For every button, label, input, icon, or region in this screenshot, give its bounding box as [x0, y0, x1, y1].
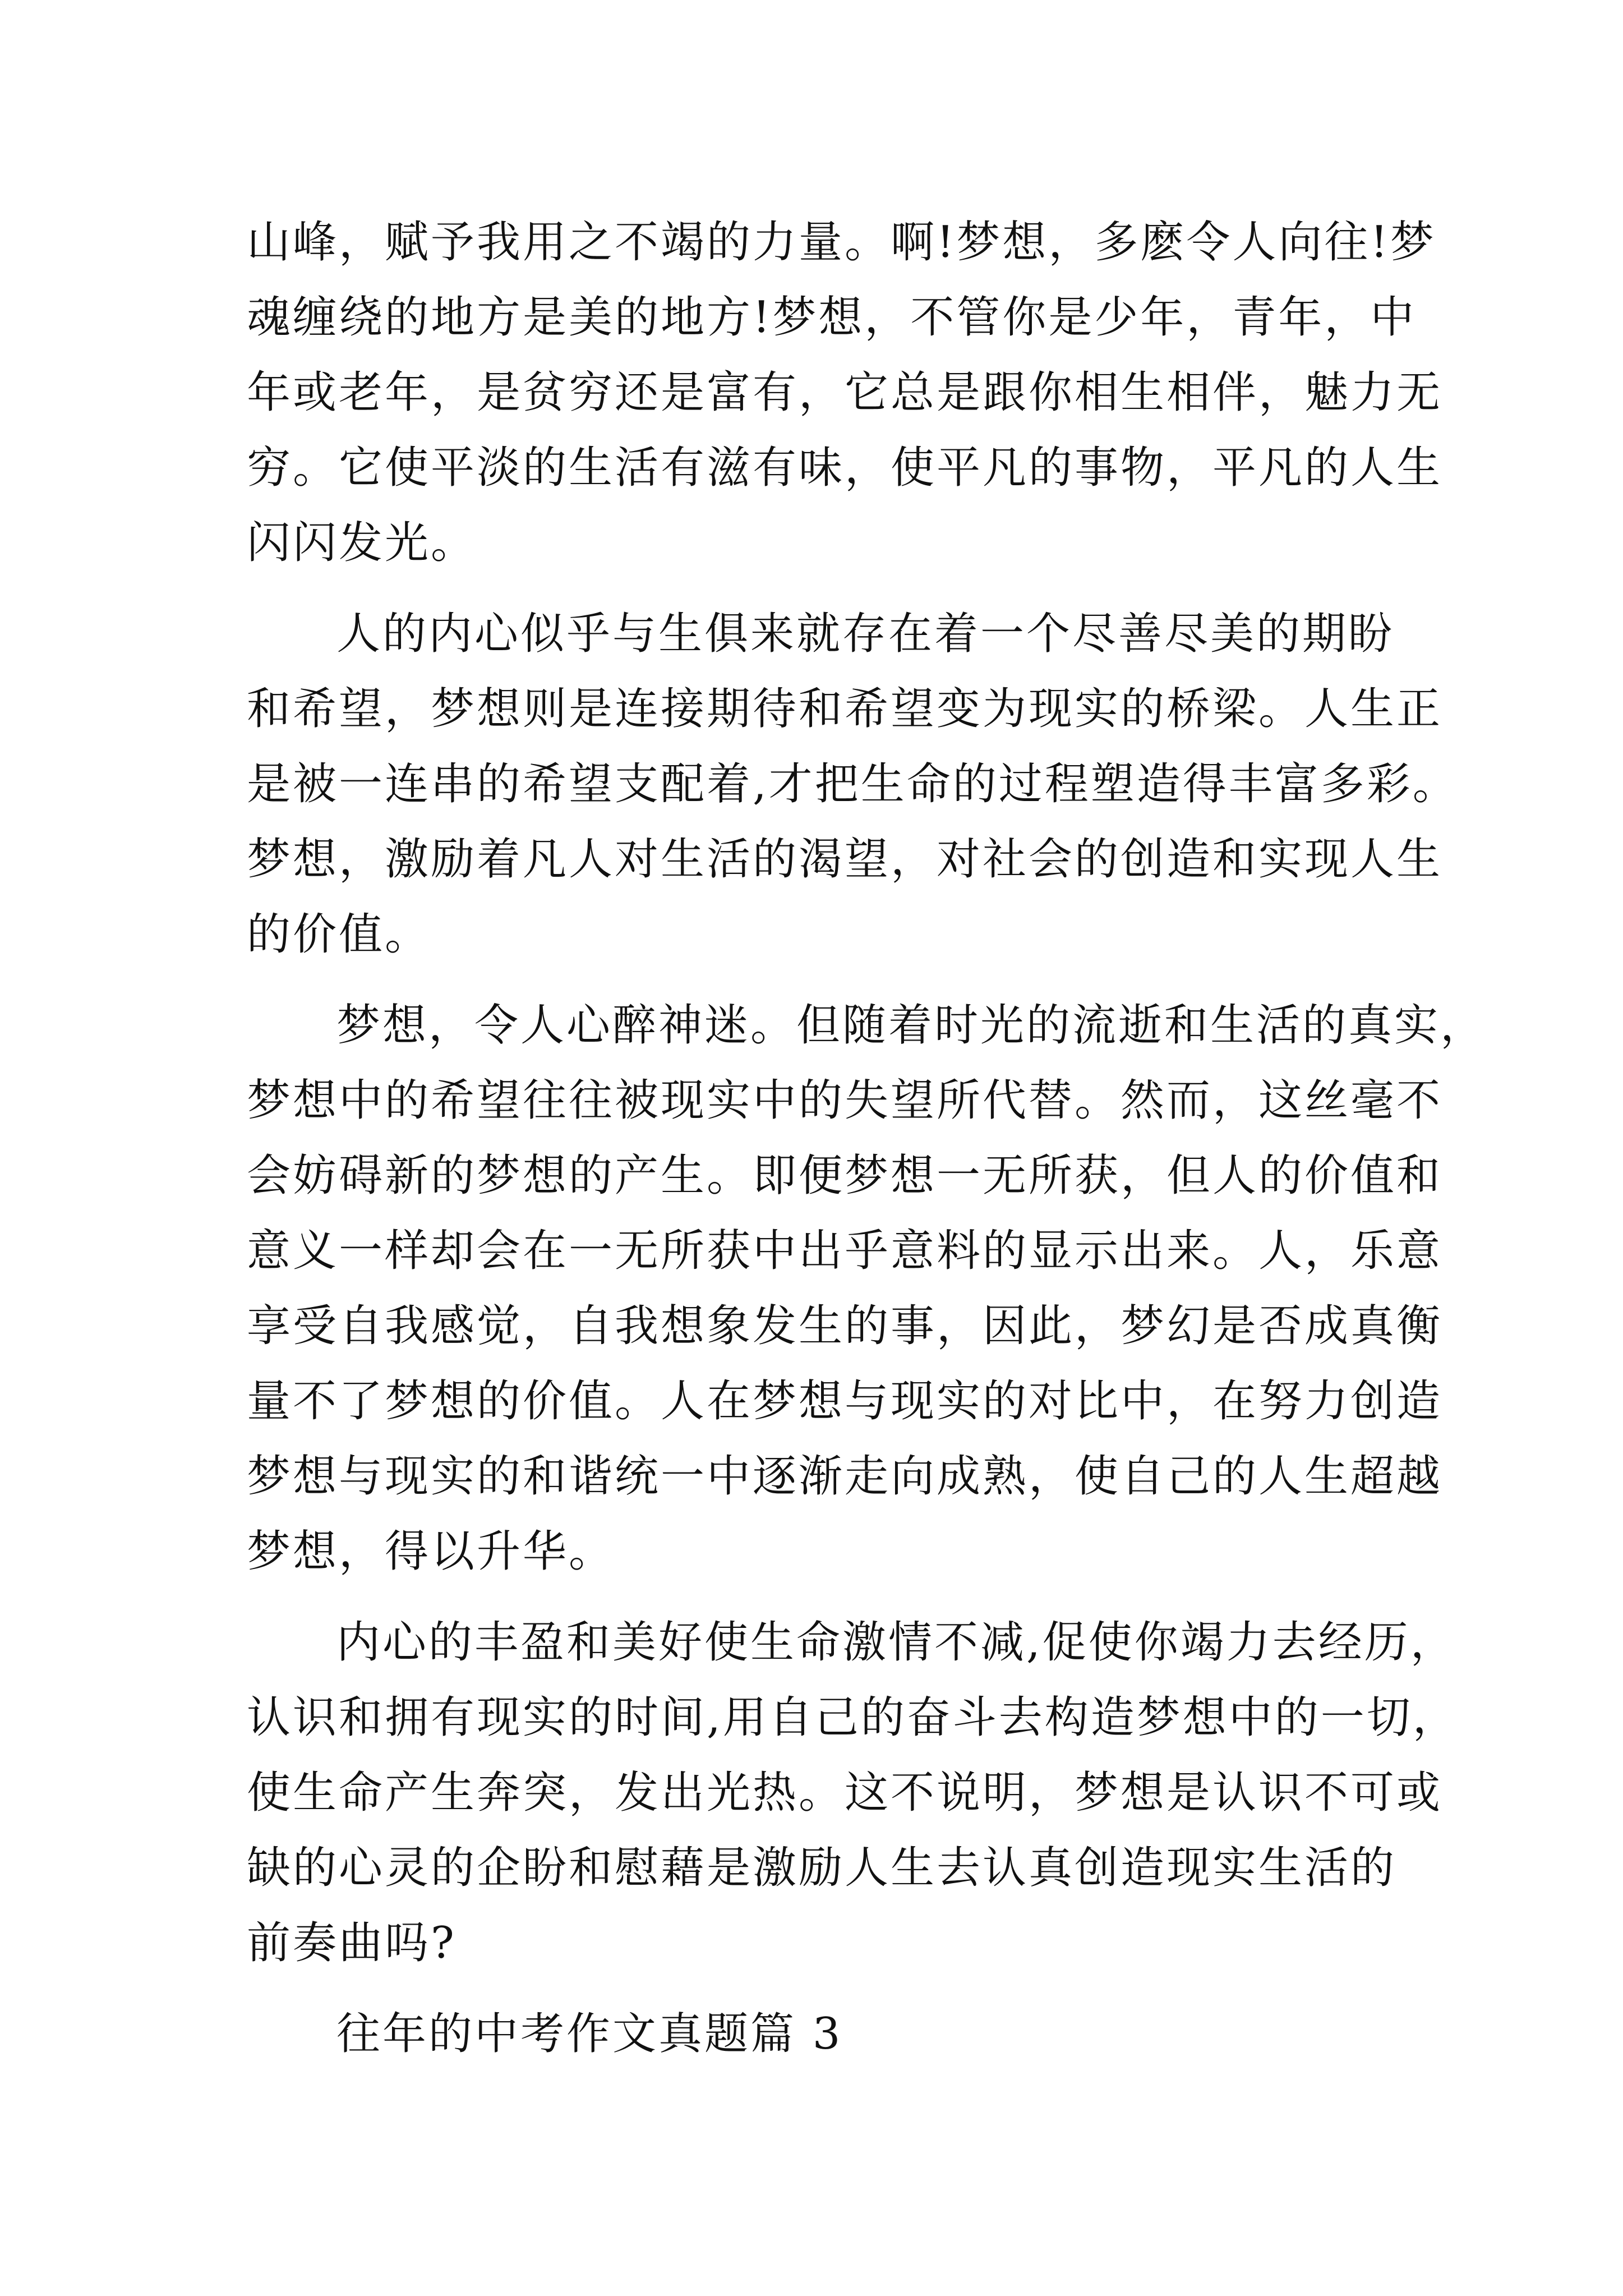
- paragraph-line: 梦想中的希望往往被现实中的失望所代替。然而，这丝毫不: [247, 1075, 1443, 1126]
- paragraph-1: [247, 205, 1443, 581]
- paragraph-line: 会妨碍新的梦想的产生。即便梦想一无所获，但人的价值和: [247, 1151, 1443, 1201]
- paragraph-3: [247, 988, 1487, 1589]
- paragraph-line: 意义一样却会在一无所获中出乎意料的显示出来。人，乐意: [247, 1226, 1443, 1276]
- paragraph-line: 量不了梦想的价值。人在梦想与现实的对比中，在努力创造: [247, 1376, 1443, 1427]
- paragraph-line: 是被一连串的希望支配着,才把生命的过程塑造得丰富多彩。: [247, 759, 1459, 809]
- paragraph-line: 内心的丰盈和美好使生命激情不减,促使你竭力去经历，: [336, 1617, 1456, 1668]
- paragraph-line: 人的内心似乎与生俱来就存在着一个尽善尽美的期盼: [336, 609, 1395, 659]
- paragraph-2: [247, 596, 1459, 972]
- paragraph-line: 和希望，梦想则是连接期待和希望变为现实的桥梁。人生正: [247, 684, 1443, 734]
- paragraph-line: 梦想与现实的和谐统一中逐渐走向成熟，使自己的人生超越: [247, 1451, 1443, 1502]
- document-body: [247, 205, 1487, 2072]
- paragraph-line: 山峰，赋予我用之不竭的力量。啊!梦想，多麽令人向往!梦: [247, 217, 1436, 268]
- paragraph-line: 梦想，激励着凡人对生活的渴望，对社会的创造和实现人生: [247, 834, 1443, 885]
- paragraph-line: 使生命产生奔突，发出光热。这不说明，梦想是认识不可或: [247, 1768, 1443, 1818]
- paragraph-line: 缺的心灵的企盼和慰藉是激励人生去认真创造现实生活的: [247, 1843, 1397, 1893]
- section-heading: 往年的中考作文真题篇 3: [336, 2009, 843, 2059]
- paragraph-line: 年或老年，是贫穷还是富有，它总是跟你相生相伴，魅力无: [247, 367, 1443, 418]
- paragraph-line: 梦想，得以升华。: [247, 1526, 615, 1577]
- paragraph-line: 魂缠绕的地方是美的地方!梦想，不管你是少年，青年，中: [247, 292, 1417, 343]
- paragraph-line: 前奏曲吗?: [247, 1918, 457, 1968]
- paragraph-line: 梦想，令人心醉神迷。但随着时光的流逝和生活的真实，: [336, 1000, 1487, 1051]
- paragraph-line: 穷。它使平淡的生活有滋有味，使平凡的事物，平凡的人生: [247, 443, 1443, 493]
- paragraph-line: 的价值。: [247, 909, 431, 960]
- paragraph-4: [247, 1605, 1459, 1981]
- paragraph-line: 享受自我感觉，自我想象发生的事，因此，梦幻是否成真衡: [247, 1301, 1443, 1351]
- paragraph-line: 闪闪发光。: [247, 518, 477, 568]
- paragraph-line: 认识和拥有现实的时间,用自己的奋斗去构造梦想中的一切，: [247, 1692, 1459, 1743]
